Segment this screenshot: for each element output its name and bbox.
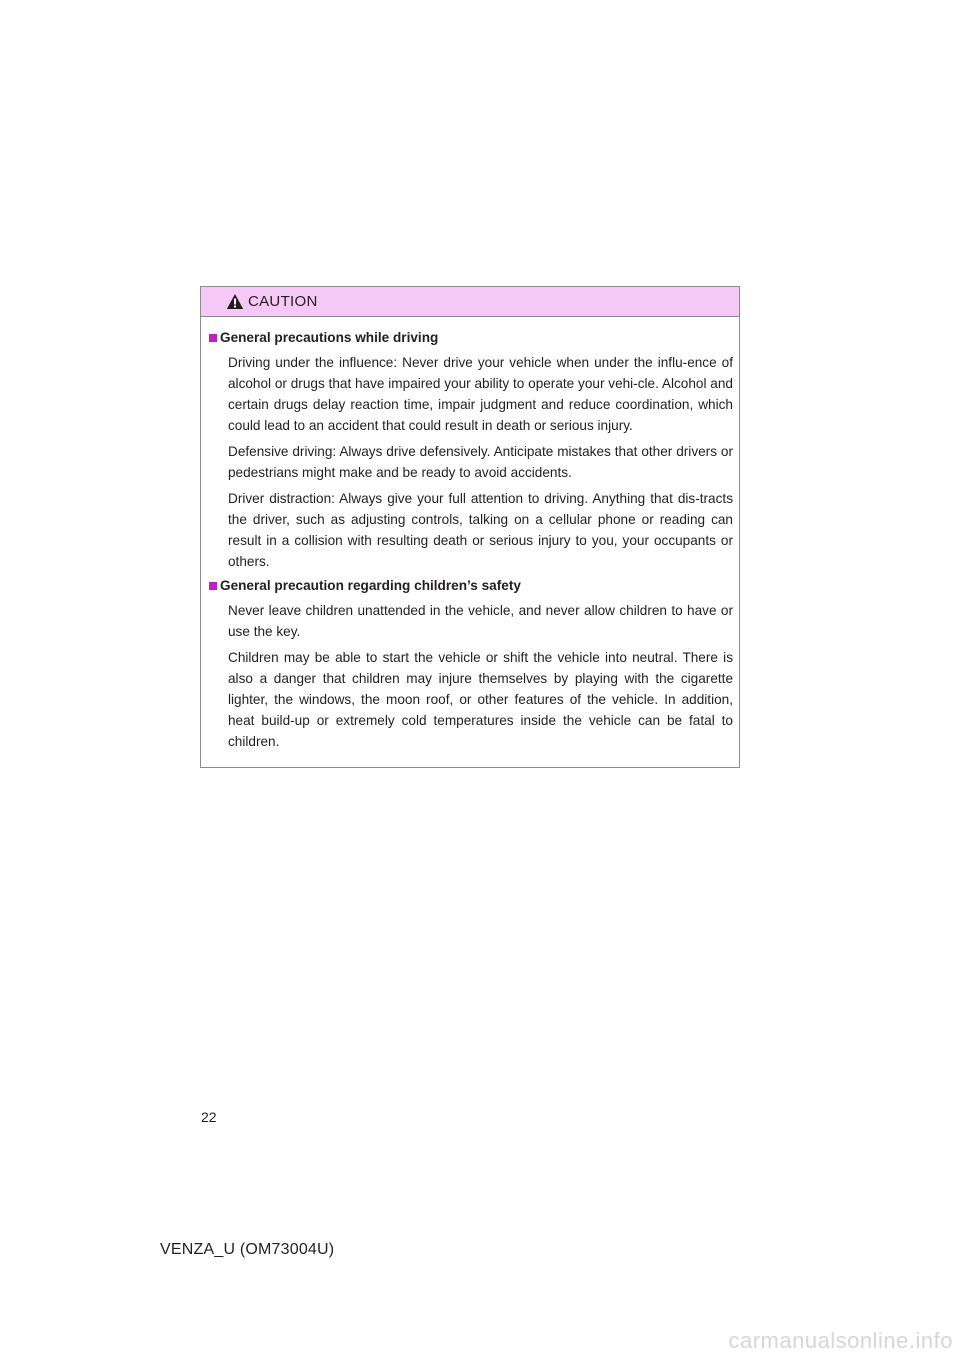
section-heading bbox=[209, 329, 733, 347]
page-number: 22 bbox=[201, 1109, 217, 1125]
section-heading bbox=[209, 577, 733, 595]
caution-body bbox=[201, 317, 739, 752]
warning-triangle-icon bbox=[226, 293, 244, 310]
square-bullet-icon bbox=[209, 334, 217, 342]
caution-header bbox=[201, 287, 739, 317]
paragraph: Defensive driving: Always drive defensively. Anticipate mistakes that other drivers or pedestrians might make and be ready to avoid accidents. bbox=[228, 444, 733, 480]
document-code: VENZA_U (OM73004U) bbox=[160, 1241, 335, 1258]
paragraph: Driving under the influence: Never drive your vehicle when under the influ-ence of alcohol or drugs that have impaired your ability to operate your vehi-cle. Alcohol and certain drugs delay reaction time, impair judgment and reduce coordination, which could lead to an accident that could result in death or serious injury. bbox=[228, 355, 733, 433]
paragraph: Never leave children unattended in the vehicle, and never allow children to have or use the key. bbox=[228, 603, 733, 639]
watermark: carmanualsonline.info bbox=[728, 1328, 953, 1353]
square-bullet-icon bbox=[209, 582, 217, 590]
caution-box bbox=[200, 286, 740, 768]
paragraph: Driver distraction: Always give your full attention to driving. Anything that dis-tracts the driver, such as adjusting controls, talking on a cellular phone or reading can result in a collision with resulting death or serious injury to you, your occupants or others. bbox=[228, 491, 733, 569]
paragraph: Children may be able to start the vehicle or shift the vehicle into neutral. There is also a danger that children may injure themselves by playing with the cigarette lighter, the windows, the moon roof, or other features of the vehicle. In addition, heat build-up or extremely cold temperatures inside the vehicle can be fatal to children. bbox=[228, 650, 733, 749]
section-heading-text: General precautions while driving bbox=[220, 330, 439, 345]
caution-title: CAUTION bbox=[248, 293, 318, 310]
caution-section bbox=[209, 577, 733, 752]
caution-section bbox=[209, 329, 733, 572]
section-heading-text: General precaution regarding children’s safety bbox=[220, 578, 521, 593]
